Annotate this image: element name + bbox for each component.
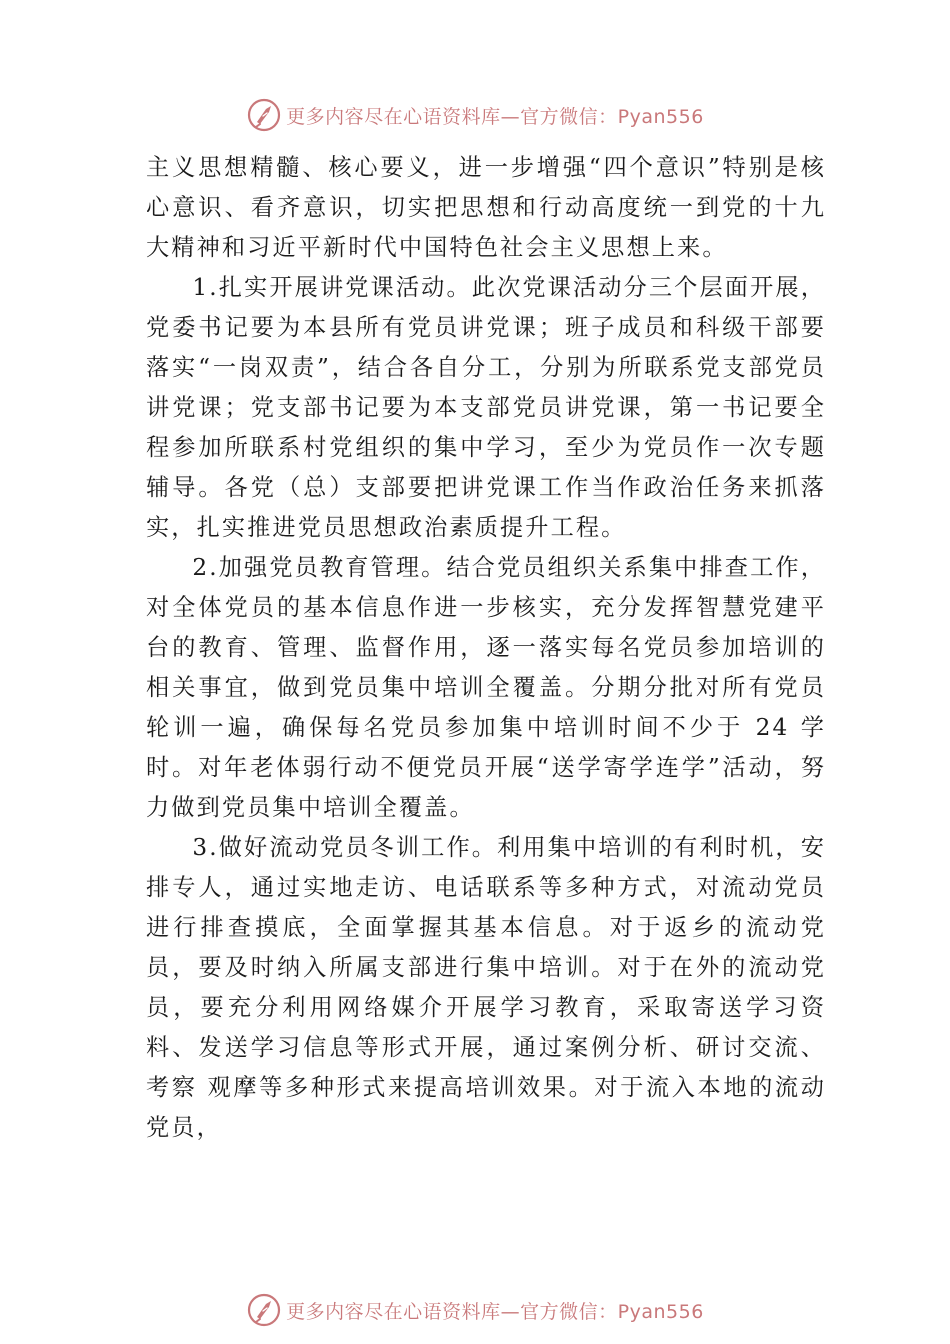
footer-watermark (0, 1290, 950, 1330)
paragraph-continuation: 主义思想精髓、核心要义，进一步增强“四个意识”特别是核心意识、看齐意识，切实把思想和行动高度统一到党的十九大精神和习近平新时代中国特色社会主义思想上来。 (146, 154, 826, 261)
paragraph-item-1: 1.扎实开展讲党课活动。此次党课活动分三个层面开展，党委书记要为本县所有党员讲党课；班子成员和科级干部要落实“一岗双责”，结合各自分工，分别为所联系党支部党员讲党课；党支部书记要为本支部党员讲党课，第一书记要全程参加所联系村党组织的集中学习，至少为党员作一次专题辅导。各党（总）支部要把讲党课工作当作政治任务来抓落实，扎实推进党员思想政治素质提升工程。 (146, 274, 826, 541)
watermark-text: 更多内容尽在心语资料库—官方微信：Pyan556 (286, 1300, 704, 1323)
paragraph-item-3: 3.做好流动党员冬训工作。利用集中培训的有利时机，安排专人，通过实地走访、电话联系等多种方式，对流动党员进行排查摸底，全面掌握其基本信息。对于返乡的流动党员，要及时纳入所属支部进行集中培训。对于在外的流动党员，要充分利用网络媒介开展学习教育，采取寄送学习资料、发送学习信息等形式开展，通过案例分析、研讨交流、考察 观摩等多种形式来提高培训效果。对于流入本地的流动党员， (146, 834, 826, 1141)
paragraph-item-2: 2.加强党员教育管理。结合党员组织关系集中排查工作，对全体党员的基本信息作进一步核实，充分发挥智慧党建平台的教育、管理、监督作用，逐一落实每名党员参加培训的相关事宜，做到党员集中培训全覆盖。分期分批对所有党员轮训一遍，确保每名党员参加集中培训时间不少于 24 学时。对年老体弱行动不便党员开展“送学寄学连学”活动，努力做到党员集中培训全覆盖。 (146, 554, 826, 821)
pen-nib-logo-icon (246, 97, 282, 133)
document-body (146, 148, 826, 1148)
header-watermark (0, 95, 950, 135)
pen-nib-logo-icon (246, 1292, 282, 1328)
watermark-text: 更多内容尽在心语资料库—官方微信：Pyan556 (286, 105, 704, 128)
